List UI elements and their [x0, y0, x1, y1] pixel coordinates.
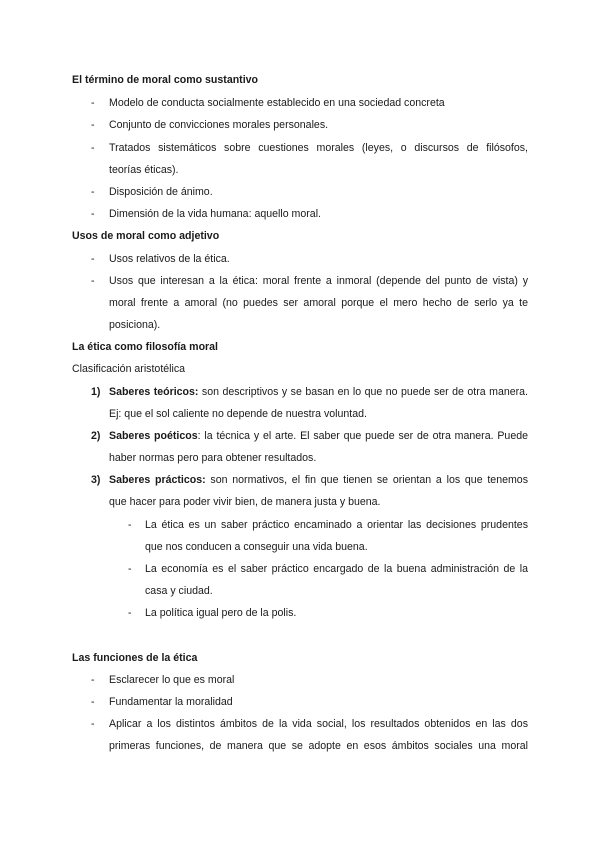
- saber-term: Saberes prácticos:: [109, 474, 206, 486]
- list-item: Usos relativos de la ética.: [109, 253, 230, 265]
- list-item: Usos que interesan a la ética: moral frente a inmoral (depende del punto de vista) y: [109, 275, 528, 287]
- bullet: -: [91, 208, 95, 220]
- heading-moral-sustantivo: El término de moral como sustantivo: [72, 74, 259, 86]
- saber-term: Saberes poéticos: [109, 430, 198, 442]
- sub-list-item: La política igual pero de la polis.: [145, 607, 297, 619]
- saber-continuation: Ej: que el sol caliente no depende de nuestra voluntad.: [109, 408, 367, 420]
- saber-text: : la técnica y el arte. El saber que puede ser de otra manera. Puede: [197, 430, 528, 442]
- bullet: -: [128, 563, 132, 575]
- list-item: Tratados sistemáticos sobre cuestiones morales (leyes, o discursos de filósofos,: [109, 142, 528, 154]
- bullet: -: [128, 607, 132, 619]
- saber-item: [109, 473, 528, 487]
- list-number: 1): [91, 386, 101, 398]
- sub-list-item: La ética es un saber práctico encaminado a orientar las decisiones prudentes: [145, 519, 528, 531]
- heading-filosofia-moral: La ética como filosofía moral: [72, 341, 218, 353]
- sub-list-item-continuation: casa y ciudad.: [145, 585, 213, 597]
- bullet: -: [91, 275, 95, 287]
- saber-continuation: que hacer para poder vivir bien, de manera justa y buena.: [109, 496, 381, 508]
- list-number: 2): [91, 430, 101, 442]
- sub-list-item-continuation: que nos conducen a conseguir una vida buena.: [145, 541, 368, 553]
- bullet: -: [91, 674, 95, 686]
- list-item: Modelo de conducta socialmente establecido en una sociedad concreta: [109, 97, 445, 109]
- heading-funciones: Las funciones de la ética: [72, 652, 198, 664]
- bullet: -: [91, 253, 95, 265]
- list-item-continuation: teorías éticas).: [109, 164, 179, 176]
- saber-text: son normativos, el fin que tienen se orientan a los que tenemos: [205, 474, 528, 486]
- bullet: -: [91, 186, 95, 198]
- bullet: -: [91, 142, 95, 154]
- saber-item: [109, 385, 528, 399]
- bullet: -: [91, 97, 95, 109]
- saber-text: son descriptivos y se basan en lo que no puede ser de otra manera.: [198, 386, 528, 398]
- saber-item: [109, 429, 528, 443]
- list-item-continuation: moral frente a amoral (no puedes ser amoral porque el mero hecho de serlo ya te: [109, 297, 528, 309]
- list-item: Disposición de ánimo.: [109, 186, 213, 198]
- saber-term: Saberes teóricos:: [109, 386, 199, 398]
- list-item: Fundamentar la moralidad: [109, 696, 233, 708]
- list-item-continuation: primeras funciones, de manera que se adopte en esos ámbitos sociales una moral: [109, 740, 528, 752]
- saber-continuation: haber normas pero para obtener resultados.: [109, 452, 317, 464]
- bullet: -: [128, 519, 132, 531]
- bullet: -: [91, 696, 95, 708]
- list-item: Dimensión de la vida humana: aquello moral.: [109, 208, 321, 220]
- sub-list-item: La economía es el saber práctico encargado de la buena administración de la: [145, 563, 528, 575]
- bullet: -: [91, 119, 95, 131]
- list-item: Conjunto de convicciones morales personales.: [109, 119, 329, 131]
- subheading-clasificacion: Clasificación aristotélica: [72, 363, 186, 375]
- list-item: Esclarecer lo que es moral: [109, 674, 235, 686]
- list-item-continuation: posiciona).: [109, 319, 161, 331]
- list-item: Aplicar a los distintos ámbitos de la vida social, los resultados obtenidos en las dos: [109, 718, 528, 730]
- heading-moral-adjetivo: Usos de moral como adjetivo: [72, 230, 220, 242]
- bullet: -: [91, 718, 95, 730]
- list-number: 3): [91, 474, 101, 486]
